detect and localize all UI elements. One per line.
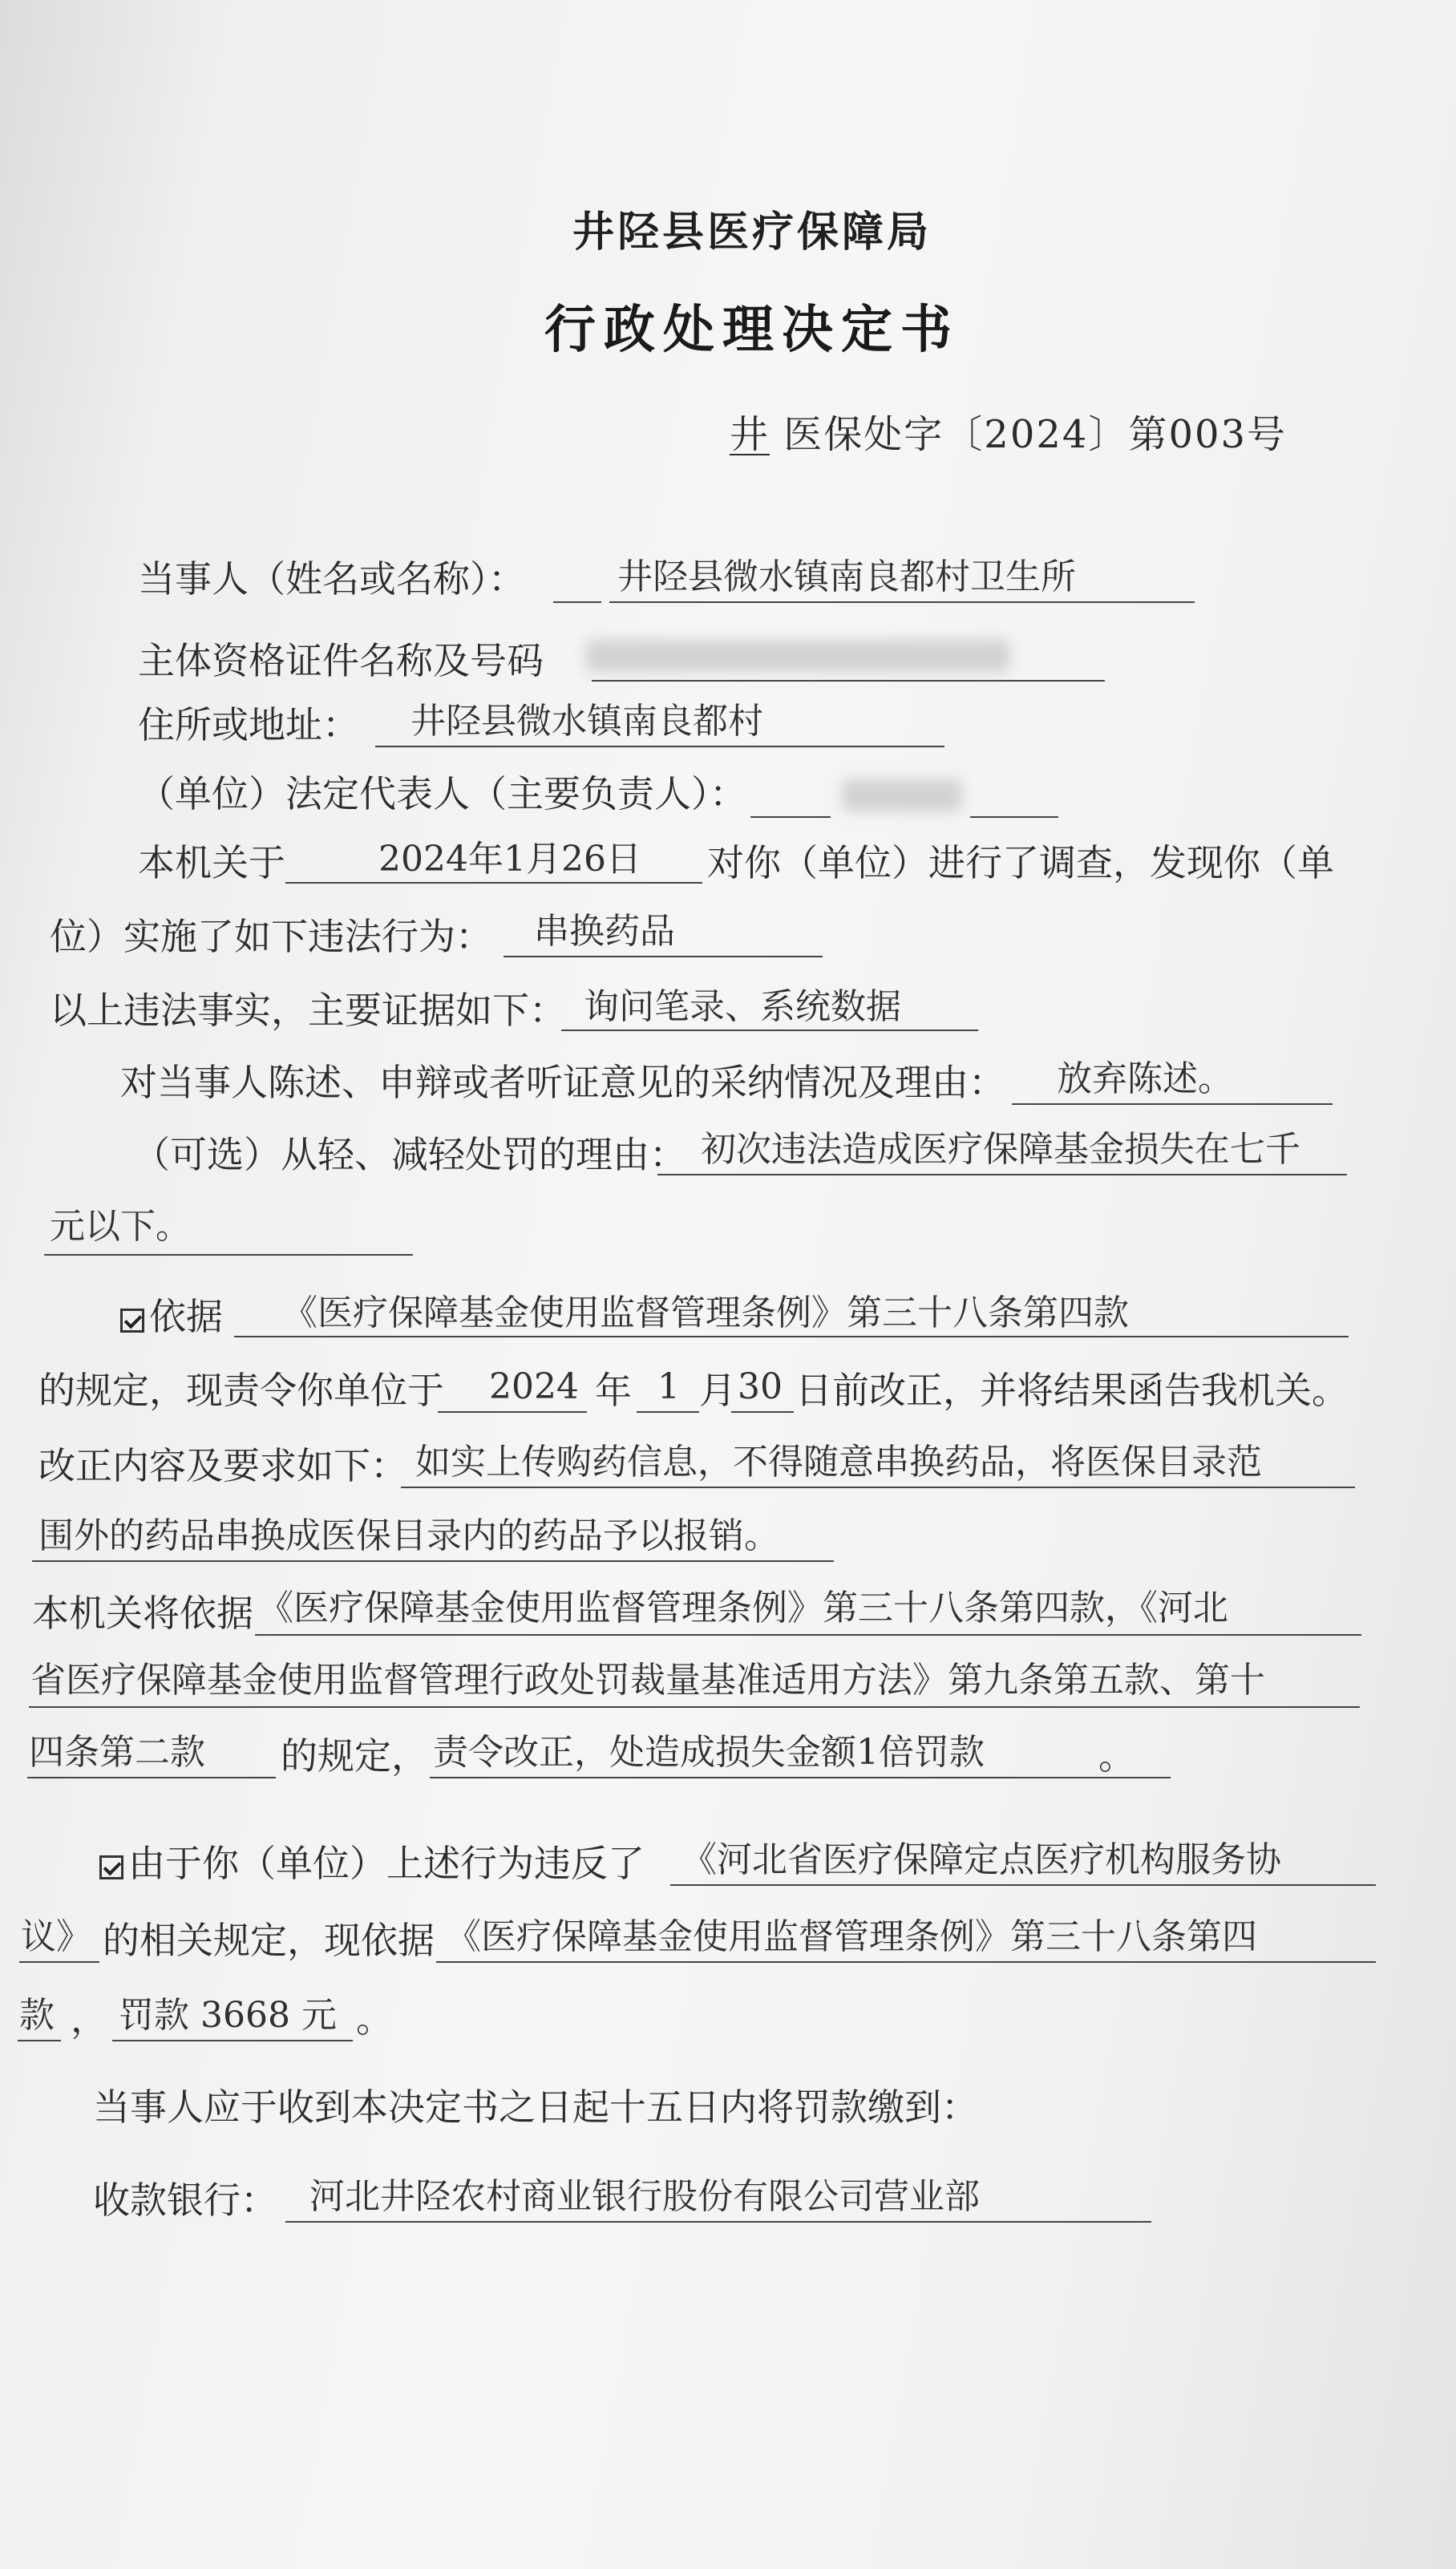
document-number [730, 412, 1287, 457]
lenient-reason-line2: 元以下。 [50, 1206, 191, 1247]
underline [401, 1487, 1355, 1488]
underline [19, 1961, 99, 1963]
checkbox-checked-icon [120, 1309, 144, 1333]
agreement-label [99, 1841, 645, 1886]
violation-label: 位）实施了如下违法行为： [50, 915, 492, 958]
correction-content-line2: 围外的药品串换成医保目录内的药品予以报销。 [38, 1515, 779, 1556]
representative-label: （单位）法定代表人（主要负责人）： [138, 772, 746, 815]
bank-value: 河北井陉农村商业银行股份有限公司营业部 [309, 2176, 980, 2217]
underline [255, 1634, 1361, 1636]
evidence-label: 以上违法事实，主要证据如下： [50, 989, 566, 1032]
penalty-basis-line2: 省医疗保障基金使用监督管理行政处罚裁量基准适用方法》第九条第五款、第十 [30, 1660, 1265, 1701]
evidence-value: 询问笔录、系统数据 [584, 986, 901, 1027]
penalty-basis-suffix: 的规定， [281, 1734, 428, 1778]
agreement-basis-label: 的相关规定，现依据 [103, 1919, 435, 1962]
correction-content-label: 改正内容及要求如下： [38, 1444, 407, 1487]
redacted-representative [842, 779, 962, 811]
penalty-basis-label: 本机关将依据 [32, 1592, 253, 1635]
party-name-value: 井陉县微水镇南良都村卫生所 [617, 556, 1076, 597]
underline [553, 601, 601, 603]
investigation-text: 对你（单位）进行了调查，发现你（单 [707, 841, 1334, 884]
underline [504, 956, 823, 957]
underline [609, 601, 1195, 603]
investigation-date: 2024年1月26日 [378, 839, 641, 880]
correction-month: 1 [657, 1366, 680, 1407]
correction-order-deadline-text: 日前改正，并将结果函告我机关。 [795, 1369, 1349, 1412]
underline [112, 2040, 353, 2041]
underline [561, 1030, 978, 1031]
correction-year: 2024 [489, 1366, 579, 1407]
lenient-reason-line1: 初次违法造成医疗保障基金损失在七千 [701, 1129, 1300, 1170]
investigation-intro: 本机关于 [138, 841, 285, 884]
underline [750, 816, 831, 818]
underline [285, 882, 702, 884]
underline [438, 1411, 587, 1413]
bank-label: 收款银行： [93, 2179, 277, 2222]
checkbox-checked-icon [99, 1855, 123, 1879]
underline [285, 2221, 1151, 2223]
fine-amount: 罚款 3668 元 [119, 1995, 337, 2036]
correction-content-line1: 如实上传购药信息，不得随意串换药品，将医保目录范 [415, 1442, 1262, 1483]
underline [970, 816, 1058, 818]
address-label: 住所或地址： [138, 703, 359, 746]
correction-day: 30 [738, 1366, 783, 1407]
agreement-label-text: 由于你（单位）上述行为违反了 [128, 1842, 645, 1885]
agreement-line2: 议》 [21, 1916, 91, 1957]
underline [234, 1336, 1349, 1337]
agreement-line1: 《河北省医疗保障定点医疗机构服务协 [681, 1839, 1281, 1880]
correction-basis-label [120, 1294, 223, 1339]
underline [436, 1961, 1376, 1963]
doc-number-rest: 医保处字〔2024〕第003号 [783, 412, 1288, 457]
underline [731, 1411, 794, 1413]
year-unit: 年 [595, 1369, 632, 1412]
underline [430, 1777, 1171, 1778]
underline [670, 1884, 1376, 1886]
payment-notice: 当事人应于收到本决定书之日起十五日内将罚款缴到： [93, 2086, 978, 2129]
statement-label: 对当事人陈述、申辩或者听证意见的采纳情况及理由： [120, 1061, 1005, 1104]
lenient-label: （可选）从轻、减轻处罚的理由： [133, 1133, 686, 1176]
correction-order-text: 的规定，现责令你单位于 [38, 1369, 444, 1412]
month-unit: 月 [699, 1369, 736, 1412]
underline [657, 1174, 1347, 1175]
underline [375, 746, 944, 747]
correction-basis-label-text: 依据 [149, 1295, 223, 1338]
underline [27, 1777, 276, 1778]
redacted-cert-number [585, 640, 1010, 672]
penalty-result: 责令改正，处造成损失金额1倍罚款 [433, 1732, 985, 1773]
underline [637, 1411, 699, 1413]
address-value: 井陉县微水镇南良都村 [411, 701, 763, 742]
agency-name: 井陉县医疗保障局 [572, 208, 932, 257]
correction-basis-value: 《医疗保障基金使用监督管理条例》第三十八条第四款 [282, 1293, 1129, 1333]
fine-period: 。 [356, 1997, 393, 2041]
underline [32, 1560, 834, 1562]
penalty-basis-line3: 四条第二款 [29, 1732, 205, 1773]
agreement-comma: ， [71, 1997, 107, 2041]
doc-number-prefix: 井 [730, 412, 770, 457]
underline [29, 1706, 1360, 1708]
underline [1012, 1103, 1333, 1105]
document-title: 行政处理决定书 [544, 300, 960, 360]
party-name-label: 当事人（姓名或名称）： [138, 557, 525, 601]
statement-value: 放弃陈述。 [1057, 1058, 1233, 1099]
violation-value: 串换药品 [534, 911, 675, 952]
agreement-basis-line1: 《医疗保障基金使用监督管理条例》第三十八条第四 [446, 1916, 1257, 1957]
underline [44, 1254, 413, 1256]
underline [18, 2040, 61, 2041]
penalty-basis-line1: 《医疗保障基金使用监督管理条例》第三十八条第四款，《河北 [258, 1588, 1228, 1628]
agreement-basis-line2: 款 [19, 1995, 55, 2036]
cert-label: 主体资格证件名称及号码 [138, 639, 544, 682]
penalty-period: 。 [1098, 1734, 1135, 1778]
underline [592, 680, 1105, 682]
